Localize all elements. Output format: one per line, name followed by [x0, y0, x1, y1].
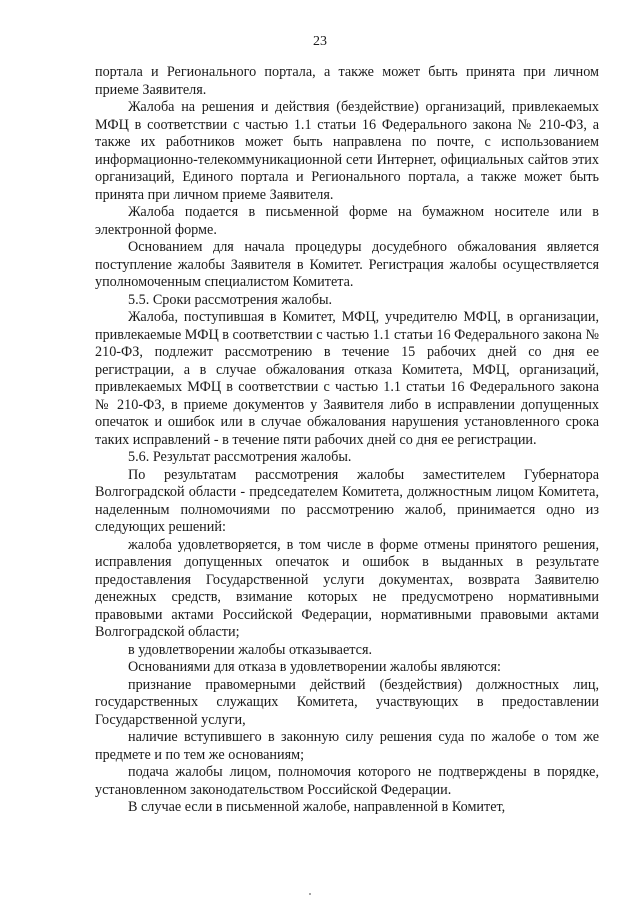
section-heading: 5.5. Сроки рассмотрения жалобы.: [128, 291, 333, 308]
paragraph: признание правомерными действий (бездействия) должностных лиц, государственных служащих Комитета, участвующих в предоставлении Государственной услуги,: [95, 676, 599, 728]
page-number: 23: [313, 34, 327, 49]
paragraph: Жалоба подается в письменной форме на бумажном носителе или в электронной форме.: [95, 204, 599, 238]
paragraph: в удовлетворении жалобы отказывается.: [128, 641, 373, 658]
paragraph: Жалоба, поступившая в Комитет, МФЦ, учредителю МФЦ, в организации, привлекаемые МФЦ в соответствии с частью 1.1 статьи 16 Федерального закона № 210-ФЗ, подлежит рассмотрению в течение 15 рабочих дней со дня ее регистрации, а в случае обжалования отказа Комитета, МФЦ, организаций, привлекаемых МФЦ в соответствии с частью 1.1 статьи 16 Федерального закона № 210-ФЗ, в приеме документов у Заявителя либо в исправлении допущенных опечаток и ошибок или в случае обжалования нарушения установленного срока таких исправлений - в течение пяти рабочих дней со дня ее регистрации.: [95, 309, 599, 448]
paragraph: наличие вступившего в законную силу решения суда по жалобе о том же предмете и по тем же основаниям;: [95, 729, 599, 763]
document-body: [95, 64, 599, 817]
paragraph: По результатам рассмотрения жалобы заместителем Губернатора Волгоградской области - председателем Комитета, должностным лицом Комитета, наделенным полномочиями по рассмотрению жалоб, принимается одно из следующих решений:: [95, 466, 599, 535]
paragraph: Жалоба на решения и действия (бездействие) организаций, привлекаемых МФЦ в соответствии с частью 1.1 статьи 16 Федерального закона № 210-ФЗ, а также их работников может быть направлена по почте, с использованием информационно-телекоммуникационной сети Интернет, официальных сайтов этих организаций, Единого портала и Регионального портала, а также может быть принята при личном приеме Заявителя.: [95, 99, 599, 203]
section-heading: 5.6. Результат рассмотрения жалобы.: [128, 449, 352, 465]
paragraph: Основаниями для отказа в удовлетворении жалобы являются:: [128, 659, 501, 675]
paragraph: портала и Регионального портала, а также может быть принята при личном приеме Заявителя.: [95, 64, 599, 98]
scan-speck: [309, 893, 311, 895]
paragraph: В случае если в письменной жалобе, направленной в Комитет,: [128, 799, 506, 815]
paragraph: Основанием для начала процедуры досудебного обжалования является поступление жалобы Заявителя в Комитет. Регистрация жалобы осуществляется уполномоченным специалистом Комитета.: [95, 239, 599, 290]
paragraph: подача жалобы лицом, полномочия которого не подтверждены в порядке, установленном законодательством Российской Федерации.: [95, 764, 599, 798]
paragraph: жалоба удовлетворяется, в том числе в форме отмены принятого решения, исправления допущенных опечаток и ошибок в выданных в результате предоставления Государственной услуги документах, возврата Заявителю денежных средств, взимание которых не предусмотрено нормативными правовыми актами Российской Федерации, нормативными правовыми актами Волгоградской области;: [95, 536, 599, 640]
